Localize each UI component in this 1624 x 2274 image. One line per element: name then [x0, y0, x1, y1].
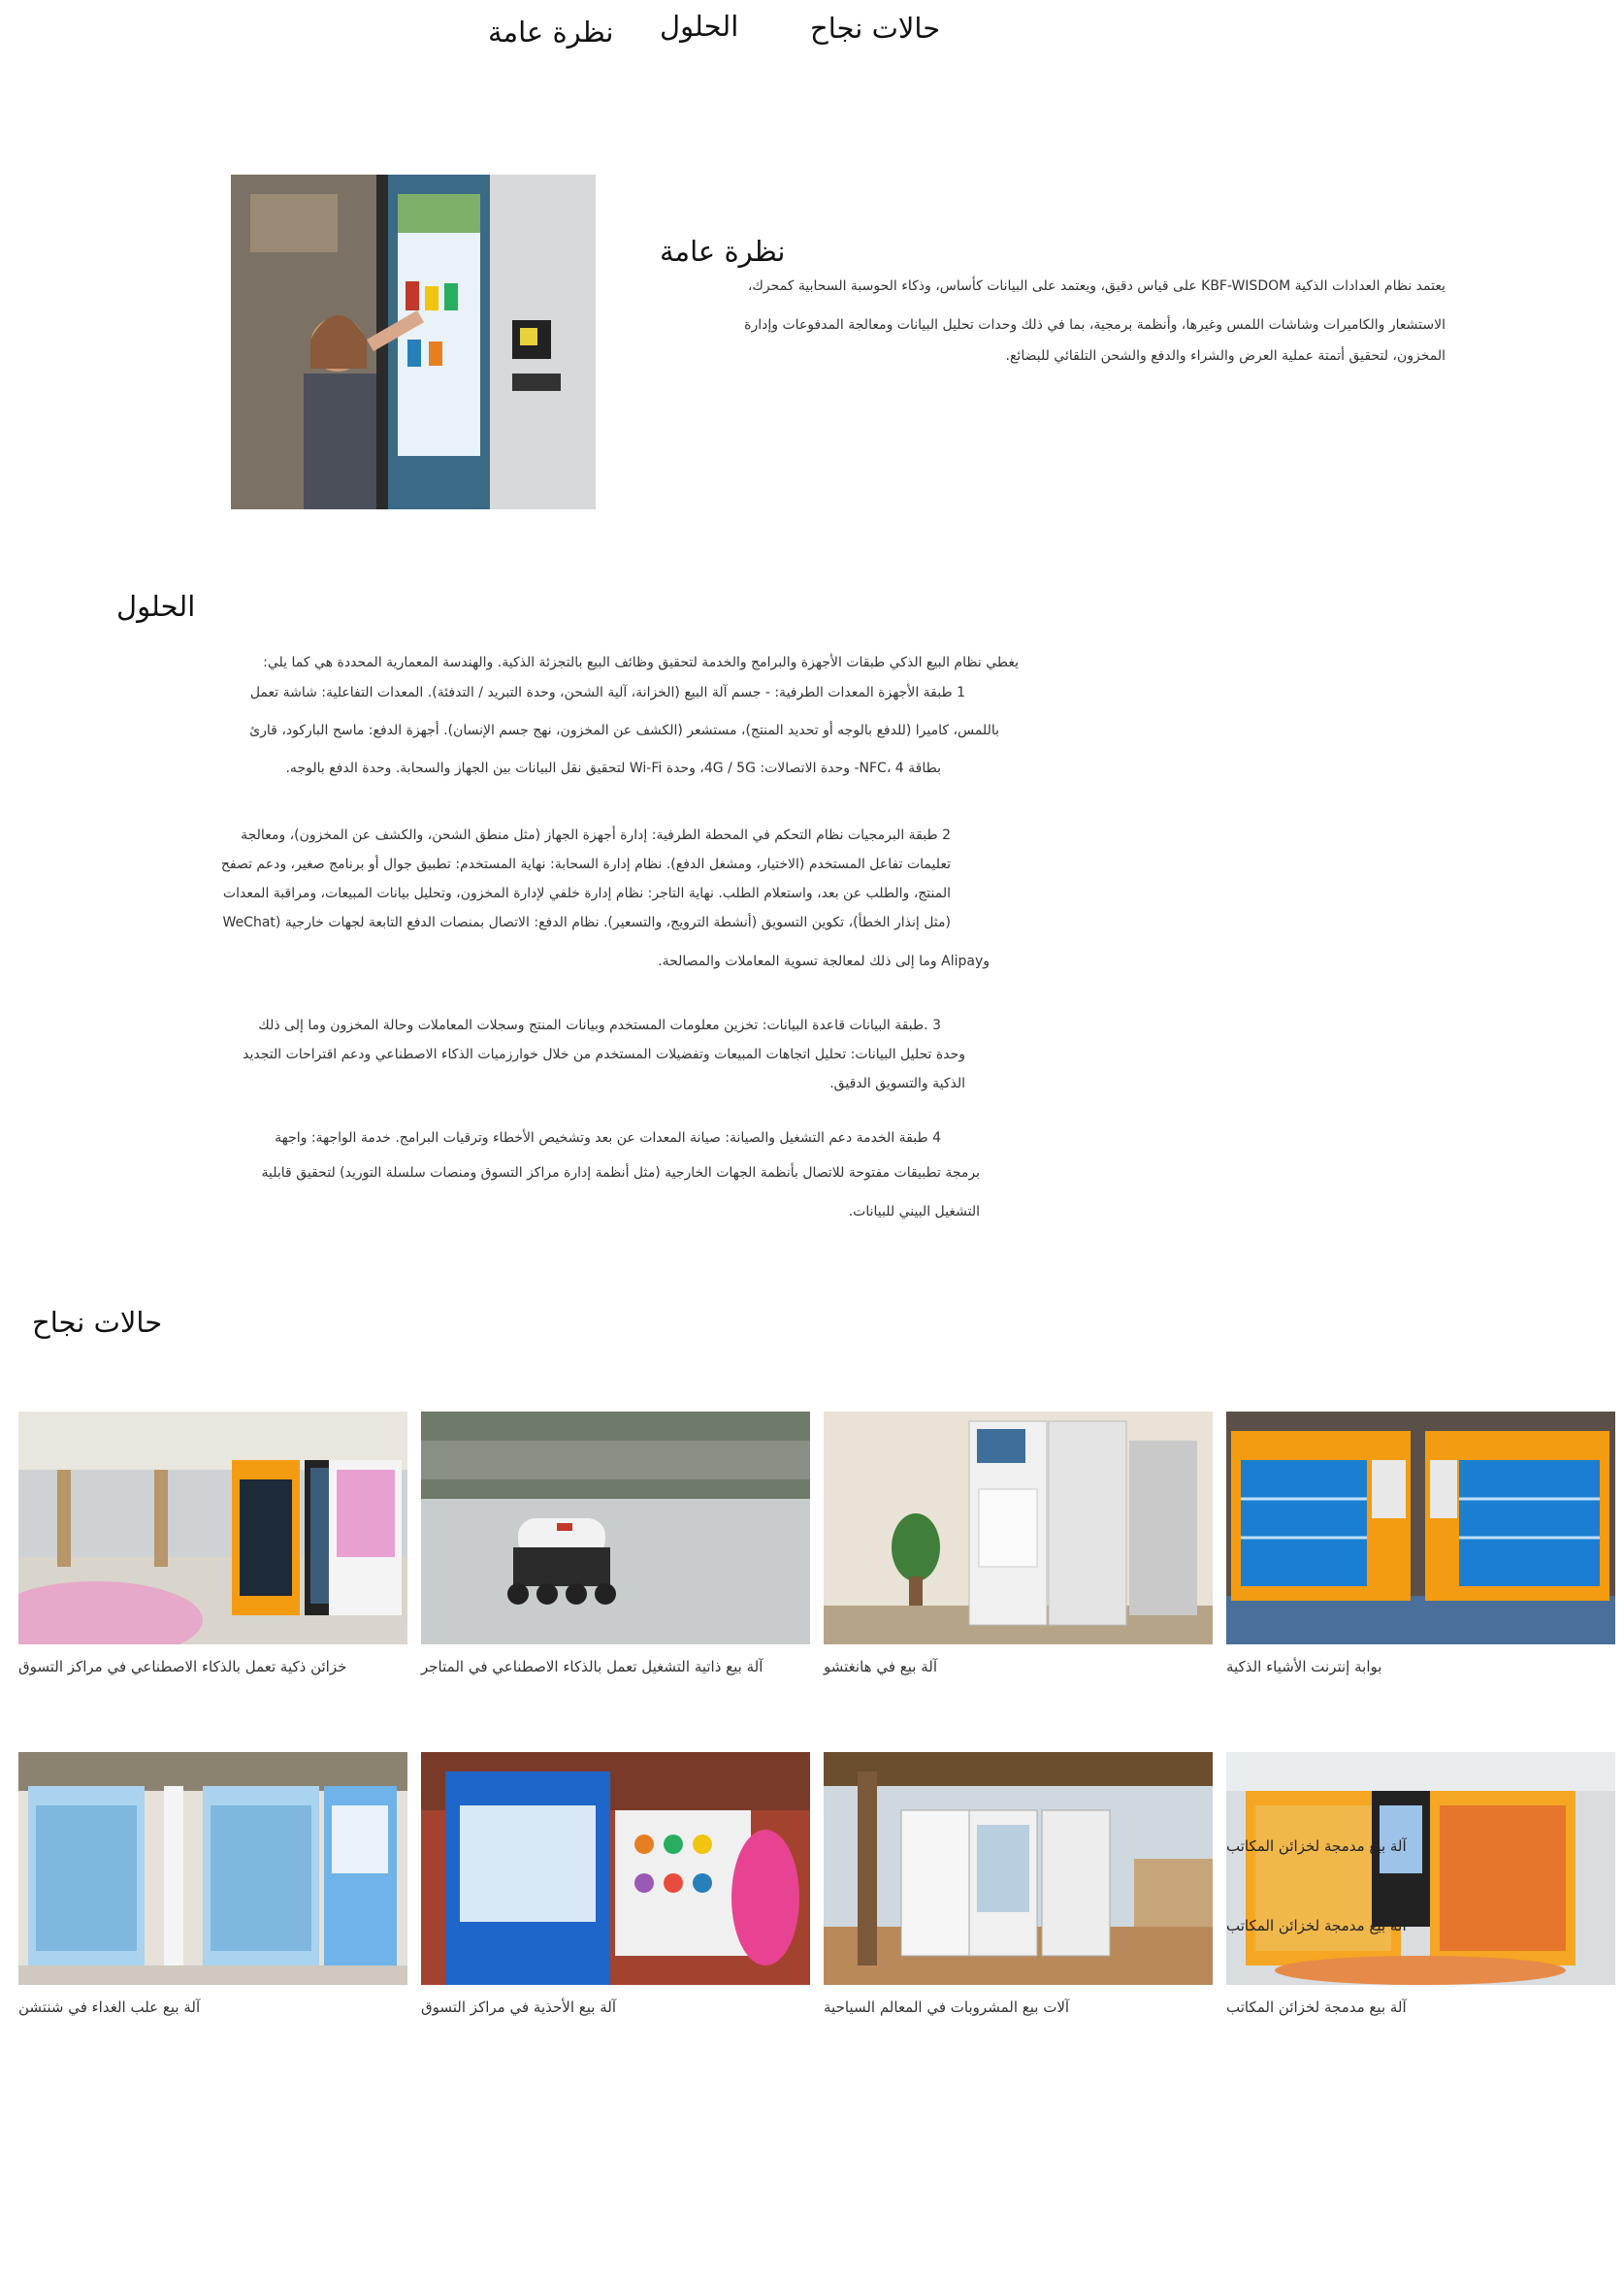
- case-card[interactable]: [18, 1412, 407, 1675]
- case-caption: آلة بيع الأحذية في مراكز التسوق: [421, 1998, 616, 2016]
- case-card[interactable]: [1226, 1412, 1615, 1675]
- solutions-body-2: [146, 821, 990, 976]
- case-photo: [18, 1752, 407, 1985]
- case-photo: [18, 1412, 407, 1644]
- cases-title: حالات نجاح: [32, 1306, 163, 1339]
- case-photo: [1226, 1752, 1615, 1985]
- case-photo: [421, 1412, 810, 1644]
- case-caption: آلات بيع المشروبات في المعالم السياحية: [824, 1998, 1070, 2016]
- solutions-line: برمجة تطبيقات مفتوحة للاتصال بأنظمة الجهات الخارجية (مثل أنظمة إدارة مراكز التسوق ومنصات سلسلة التوريد) لتحقيق قابلية: [261, 1165, 980, 1181]
- case-card[interactable]: [421, 1412, 810, 1675]
- case-overlay-caption: آلة بيع مدمجة لخزائن المكاتب: [1226, 1917, 1407, 1934]
- case-photo: [421, 1752, 810, 1985]
- solutions-line: يغطي نظام البيع الذكي طبقات الأجهزة والبرامج والخدمة لتحقيق وظائف البيع بالتجزئة الذكية. والهندسة المعمارية المحددة هي كما يلي:: [263, 655, 1019, 670]
- solutions-body-4: [175, 1121, 980, 1229]
- solutions-body-3: [165, 1011, 965, 1098]
- case-card[interactable]: [824, 1752, 1213, 2016]
- nav-cases[interactable]: حالات نجاح: [810, 12, 941, 45]
- solutions-line: وAlipay وما إلى ذلك لمعالجة تسوية المعاملات والمصالحة.: [658, 954, 990, 969]
- top-nav: [0, 8, 1624, 66]
- solutions-line: 3 .طبقة البيانات قاعدة البيانات: تخزين معلومات المستخدم وبيانات المنتج وسجلات المعاملات وحالة المخزون وما إلى ذلك: [258, 1018, 941, 1033]
- case-caption: بوابة إنترنت الأشياء الذكية: [1226, 1658, 1382, 1675]
- case-photo: [1226, 1412, 1615, 1644]
- solutions-line: 1 طبقة الأجهزة المعدات الطرفية: - جسم آلة البيع (الخزانة، آلية الشحن، وحدة التبريد / التدفئة). المعدات التفاعلية: شاشة تعمل: [249, 685, 965, 700]
- solutions-line: المنتج، والطلب عن بعد، واستعلام الطلب. نهاية التاجر: نظام إدارة خلفي لإدارة المخزون، وتحليل بيانات المبيعات، ومراقبة المعدات: [222, 886, 951, 901]
- case-caption: آلة بيع علب الغداء في شنتشن: [18, 1998, 201, 2016]
- nav-overview[interactable]: نظرة عامة: [488, 16, 614, 49]
- overview-photo: [231, 175, 596, 509]
- overview-title: نظرة عامة: [660, 235, 786, 268]
- solutions-line: (مثل إنذار الخطأ)، تكوين التسويق (أنشطة الترويج، والتسعير). نظام الدفع: الاتصال بمنصات الدفع التابعة لجهات خارجية (WeChat: [222, 915, 951, 930]
- solutions-line: التشغيل البيني للبيانات.: [848, 1204, 980, 1219]
- case-card[interactable]: [1226, 1752, 1615, 2016]
- case-card[interactable]: [421, 1752, 810, 2016]
- solutions-title: الحلول: [116, 590, 196, 623]
- case-photo: [824, 1412, 1213, 1644]
- case-caption: آلة بيع في هانغتشو: [824, 1658, 937, 1675]
- case-caption: آلة بيع مدمجة لخزائن المكاتب: [1226, 1998, 1407, 2016]
- overview-body: [660, 275, 1445, 368]
- overview-line: الاستشعار والكاميرات وشاشات اللمس وغيرها، وأنظمة برمجية، بما في ذلك وحدات تحليل البيانات ومعالجة المدفوعات وإدارة: [744, 317, 1445, 333]
- overview-line: المخزون، لتحقيق أتمتة عملية العرض والشراء والدفع والشحن التلقائي للبضائع.: [1005, 348, 1445, 364]
- case-card[interactable]: [824, 1412, 1213, 1675]
- case-card[interactable]: [18, 1752, 407, 2016]
- case-photo: [824, 1752, 1213, 1985]
- solutions-line: الذكية والتسويق الدقيق.: [829, 1076, 965, 1091]
- solutions-line: 2 طبقة البرمجيات نظام التحكم في المحطة الطرفية: إدارة أجهزة الجهاز (مثل منطق الشحن، والكشف عن المخزون)، ومعالجة: [241, 828, 951, 843]
- case-caption: خزائن ذكية تعمل بالذكاء الاصطناعي في مراكز التسوق: [18, 1658, 347, 1675]
- nav-solutions[interactable]: الحلول: [660, 10, 739, 43]
- overview-line: يعتمد نظام العدادات الذكية KBF-WISDOM على قياس دقيق، ويعتمد على البيانات كأساس، وذكاء الحوسبة السحابية كمحرك،: [747, 278, 1445, 294]
- solutions-line: باللمس، كاميرا (للدفع بالوجه أو تحديد المنتج)، مستشعر (الكشف عن المخزون، نهج جسم الإنسان). أجهزة الدفع: ماسح الباركود، قارئ: [249, 723, 999, 738]
- solutions-line: 4 طبقة الخدمة دعم التشغيل والصيانة: صيانة المعدات عن بعد وتشخيص الأخطاء وترقيات البرامج. خدمة الواجهة: واجهة: [275, 1130, 941, 1146]
- solutions-line: تعليمات تفاعل المستخدم (الاختيار، ومشغل الدفع). نظام إدارة السحابة: نهاية المستخدم: تطبيق جوال أو برنامج صغير، ودعم تصفح: [220, 857, 951, 872]
- case-caption: آلة بيع ذاتية التشغيل تعمل بالذكاء الاصطناعي في المتاجر: [421, 1658, 763, 1675]
- solutions-line: وحدة تحليل البيانات: تحليل اتجاهات المبيعات وتفضيلات المستخدم من خلال خوارزميات الذكاء الاصطناعي ودعم اقتراحات التجديد: [243, 1047, 965, 1062]
- solutions-body-1: [146, 648, 1019, 784]
- solutions-line: بطاقة NFC، 4- وحدة الاتصالات: 4G / 5G، وحدة Wi-Fi لتحقيق نقل البيانات بين الجهاز والسحابة. وحدة الدفع بالوجه.: [285, 761, 941, 776]
- case-overlay-caption: آلة بيع مدمجة لخزائن المكاتب: [1226, 1837, 1407, 1855]
